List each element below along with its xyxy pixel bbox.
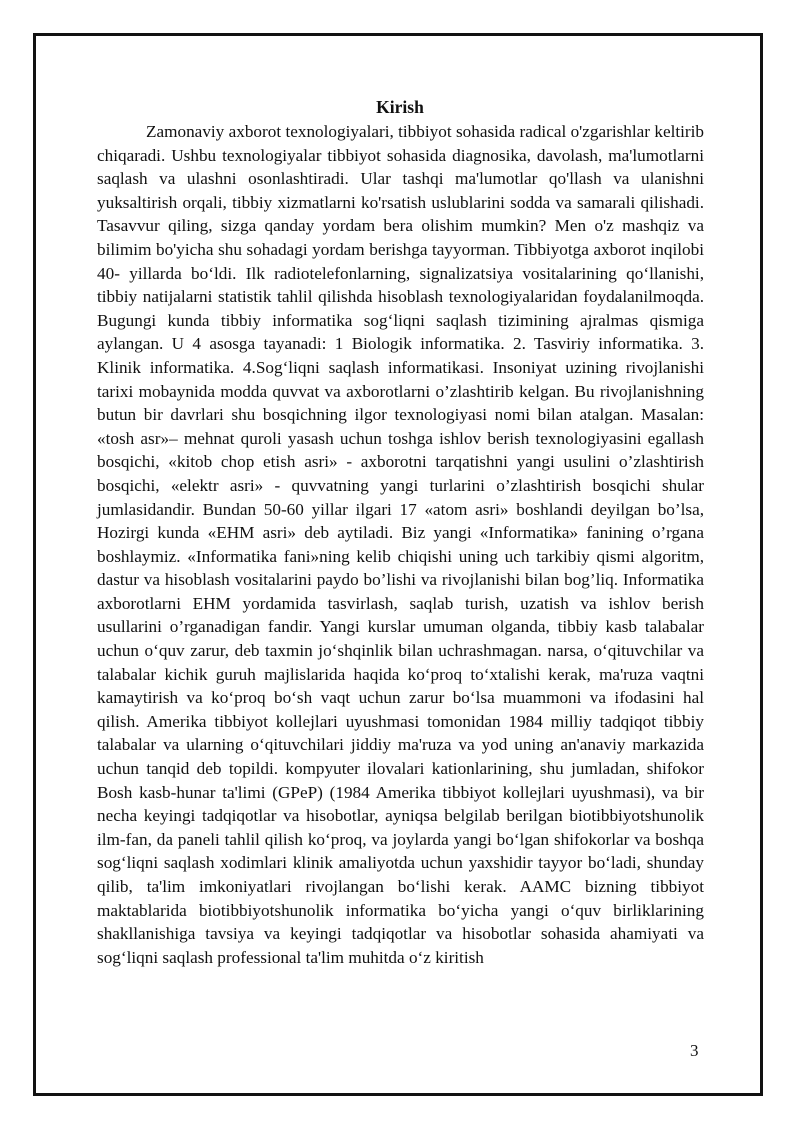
body-text: Zamonaviy axborot texnologiyalari, tibbiyot sohasida radical o'zgarishlar keltirib chiqaradi. Ushbu texnologiyalar tibbiyot sohasida diagnosika, davolash, ma'lumotlarni saqlash va ulashni osonlashtiradi. Ular tashqi ma'lumotlar qo'llash va ulanishni yuksaltirish orqali, tibbiy xizmatlarni ko'rsatish uslublarini sodda va samarali qilishadi. Tasavvur qiling, sizga qanday yordam bera olishim mumkin? Men o'z mashqiz va bilimim bo'yicha shu sohadagi yordam berishga tayyorman. Tibbiyotga axborot inqilobi 40- yillarda bo‘ldi. Ilk radiotelefonlarning, signalizatsiya vositalarining qo‘llanishi, tibbiy natijalarni statistik tahlil qilishda hisoblash texnologiyalaridan foydalanilmoqda. Bugungi kunda tibbiy informatika sog‘liqni saqlash tizimining ajralmas qismiga aylangan. U 4 asosga tayanadi: 1 Biologik informatika. 2. Tasviriy informatika. 3. Klinik informatika. 4.Sog‘liqni saqlash informatikasi. Insoniyat uzining rivojlanishi tarixi mobaynida modda quvvat va axborotlarni o’zlashtirib kelgan. Bu rivojlanishning butun bir davrlari shu bosqichning ilgor texnologiyasi nomi bilan atalgan. Masalan: «tosh asr»– mehnat quroli yasash uchun toshga ishlov berish texnologiyasini egallash bosqichi, «kitob chop etish asri» - axborotni tarqatishni yangi usulini o’zlashtirish bosqichi, «elektr asri» - quvvatning yangi turlarini o’zlashtirish bosqichi shular jumlasidandir. Bundan 50-60 yillar ilgari 17 «atom asri» boshlandi deyilgan bo’lsa, Hozirgi kunda «EHM asri» deb aytiladi. Biz yangi «Informatika» fanining o’rgana boshlaymiz. «Informatika fani»ning kelib chiqishi uning uch tarkibiy qismi algoritm, dastur va hisoblash vositalarini paydo bo’lishi va rivojlanishi bilan bog’liq. Informatika axborotlarni EHM yordamida tasvirlash, saqlab turish, uzatish va ishlov berish usullarini o’rganadigan fandir. Yangi kurslar umuman olganda, tibbiy kasb talabalar uchun o‘quv zarur, deb taxmin jo‘shqinlik bilan uchrashmagan. narsa, o‘qituvchilar va talabalar kichik guruh majlislarida haqida ko‘proq to‘xtalishi kerak, ma'ruza vaqtni kamaytirish va ko‘proq bo‘sh vaqt uchun zarur bo‘lsa muammoni va ifodasini hal qilish. Amerika tibbiyot kollejlari uyushmasi tomonidan 1984 milliy tadqiqot tibbiy talabalar va ularning o‘qituvchilari jiddiy ma'ruza va yod uning an'anaviy markazida uchun tanqid deb topildi. kompyuter ilovalari kationlarining, shu jumladan, shifokor Bosh kasb-hunar ta'limi (GPeP) (1984 Amerika tibbiyot kollejlari uyushmasi), va bir necha keyingi tadqiqotlar va hisobotlar, ayniqsa belgilab berilgan biotibbiyotshunolik ilm-fan, da paneli tahlil qilish ko‘proq, va joylarda yangi bo‘lgan shifokorlar va boshqa sog‘liqni saqlash xodimlari klinik amaliyotda uchun yaxshidir tayyor bo‘ladi, shunday qilib, ta'lim imkoniyatlari rivojlangan bo‘lishi kerak. AAMC bizning tibbiyot maktablarida biotibbiyotshunolik informatika bo‘yicha yangi o‘quv birliklarining shakllanishiga tavsiya va keyingi tadqiqotlar va hisobotlar sohasida ahamiyati va sog‘liqni saqlash professional ta'lim muhitda o‘z kiritish xyxy=(97,122,704,967)
page-title: Kirish xyxy=(376,97,424,117)
page-number: 3 xyxy=(690,1041,699,1060)
